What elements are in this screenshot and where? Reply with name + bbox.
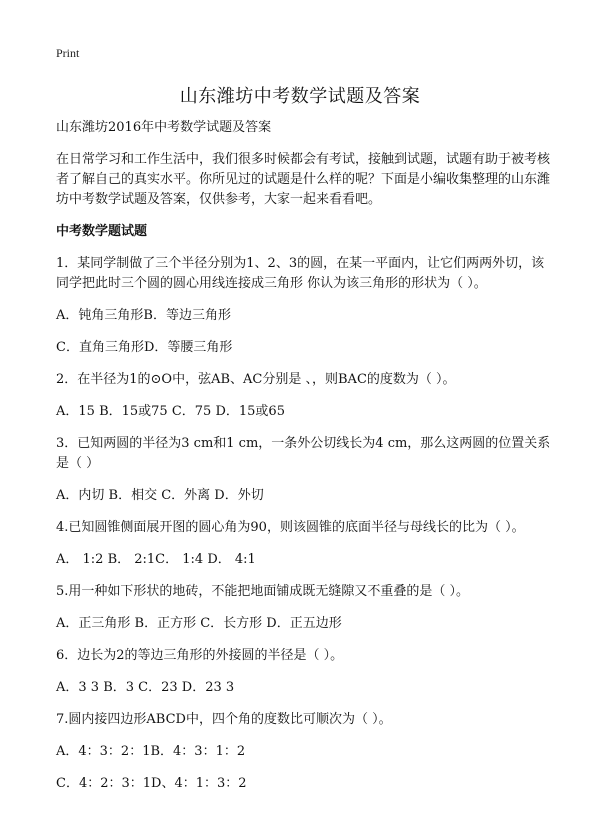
question-6-options: A．3 3 B．3 C．23 D．23 3 <box>56 680 235 695</box>
print-link[interactable]: Print <box>56 46 80 60</box>
section-heading: 中考数学题试题 <box>56 224 148 239</box>
question-1-options-cd: C．直角三角形D．等腰三角形 <box>56 340 233 355</box>
page-title: 山东潍坊中考数学试题及答案 <box>179 86 421 107</box>
article-body <box>56 118 556 806</box>
question-7-options-ab: A．4：3：2：1B．4：3：1：2 <box>56 744 246 759</box>
question-7-options-cd: C．4：2：3：1D、4：1：3：2 <box>56 776 247 791</box>
question-2-options: A．15 B．15或75 C．75 D．15或65 <box>56 404 285 419</box>
question-2: 2．在半径为1的⊙O中，弦AB、AC分别是 、，则BAC的度数为（ ）。 <box>56 372 456 387</box>
question-7: 7.圆内接四边形ABCD中，四个角的度数比可顺次为（ ）。 <box>56 712 392 727</box>
question-5: 5.用一种如下形状的地砖，不能把地面铺成既无缝隙又不重叠的是（ ）。 <box>56 584 470 599</box>
question-6: 6．边长为2的等边三角形的外接圆的半径是（ ）。 <box>56 648 344 663</box>
article-subtitle: 山东潍坊2016年中考数学试题及答案 <box>56 120 272 135</box>
question-5-options: A．正三角形 B．正方形 C．长方形 D．正五边形 <box>56 616 342 631</box>
question-3: 3．已知两圆的半径为3 cm和1 cm，一条外公切线长为4 cm，那么这两圆的位置关系是（ ） <box>56 436 551 471</box>
question-3-options: A．内切 B．相交 C．外离 D．外切 <box>56 488 264 503</box>
question-1: 1．某同学制做了三个半径分别为1、2、3的圆，在某一平面内，让它们两两外切，该同学把此时三个圆的圆心用线连接成三角形 你认为该三角形的形状为（ ）。 <box>56 256 545 291</box>
question-1-options-ab: A．钝角三角形B．等边三角形 <box>56 308 231 323</box>
question-4-options: A． 1:2 B． 2:1C． 1:4 D． 4:1 <box>56 552 256 567</box>
intro-paragraph: 在日常学习和工作生活中，我们很多时候都会有考试，接触到试题，试题有助于被考核者了解自己的真实水平。你所见过的试题是什么样的呢？下面是小编收集整理的山东潍坊中考数学试题及答案，仅供参考，大家一起来看看吧。 <box>56 152 551 207</box>
question-4: 4.已知圆锥侧面展开图的圆心角为90，则该圆锥的底面半径与母线长的比为（ ）。 <box>56 520 525 535</box>
